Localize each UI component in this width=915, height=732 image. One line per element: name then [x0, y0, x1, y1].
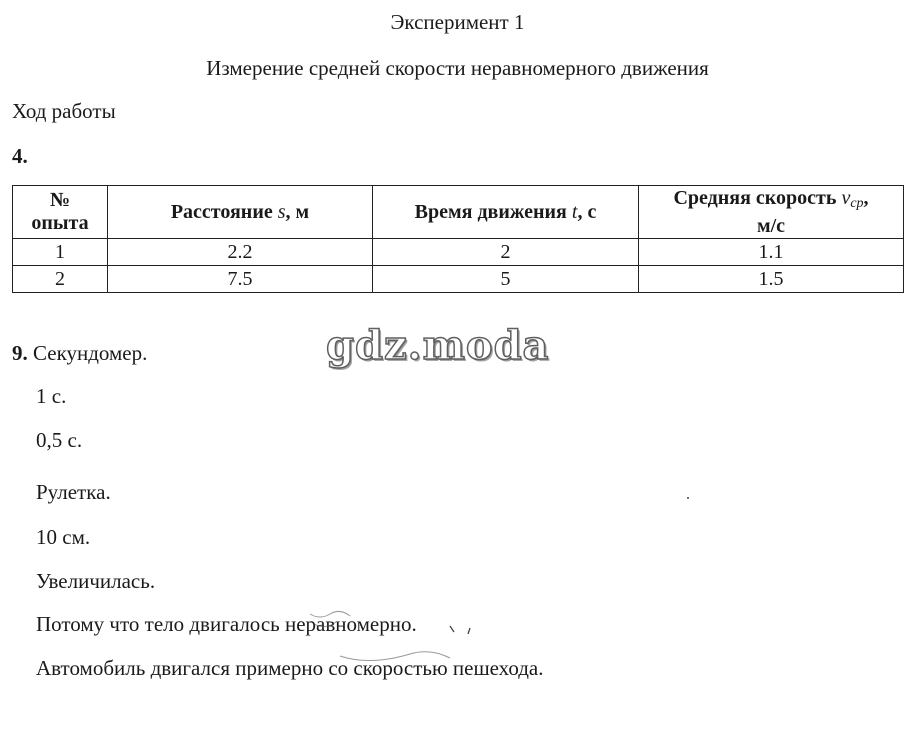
speck-mark [685, 495, 691, 501]
section-9-answer-1 [12, 341, 147, 366]
answer-line: Рулетка. [36, 480, 111, 504]
table-cell: 1.1 [639, 239, 904, 266]
table-cell: 2.2 [108, 239, 373, 266]
header-speed-subscript: ср [850, 195, 864, 211]
answer-line: 0,5 с. [36, 428, 83, 452]
answer-line: 10 см. [36, 525, 91, 549]
answer-text: Секундомер. [33, 341, 148, 365]
header-time-label: Время движения [414, 200, 572, 223]
table-cell: 2 [373, 239, 639, 266]
answer-line: 1 с. [36, 384, 67, 408]
header-time-var: t [571, 200, 578, 223]
section-9-label: 9. [12, 341, 28, 365]
header-distance-label: Расстояние [170, 200, 278, 223]
header-speed-comma: , [863, 186, 869, 209]
answer-line: Автомобиль двигался примерно со скоростью пешехода. [36, 656, 544, 680]
table-cell: 2 [13, 266, 108, 293]
table-cell: 1.5 [639, 266, 904, 293]
header-distance-unit: , м [285, 200, 310, 223]
header-average-speed [639, 186, 904, 239]
header-distance-var: s [277, 200, 286, 223]
table-row [13, 266, 904, 293]
answer-line: Потому что тело двигалось неравномерно. [36, 612, 417, 636]
header-speed-label: Средняя скорость [673, 186, 842, 209]
header-speed-var: v [841, 186, 851, 209]
header-time-unit: , с [577, 200, 597, 223]
page-subtitle: Измерение средней скорости неравномерного движения [206, 56, 709, 80]
header-time [373, 186, 639, 239]
results-table [12, 185, 904, 293]
work-heading: Ход работы [12, 99, 116, 123]
header-speed-unit: м/с [756, 214, 786, 237]
page-title: Эксперимент 1 [390, 10, 525, 34]
table-row [13, 239, 904, 266]
table-cell: 5 [373, 266, 639, 293]
header-experiment-word: опыта [31, 212, 89, 234]
watermark-logo: gdz.moda [326, 322, 550, 369]
section-4-label: 4. [12, 144, 28, 168]
header-number-sign: № [49, 189, 71, 211]
header-distance [108, 186, 373, 239]
table-cell: 7.5 [108, 266, 373, 293]
table-header-row [13, 186, 904, 239]
scribble-mark [300, 606, 480, 676]
answer-line: Увеличилась. [36, 569, 156, 593]
table-cell: 1 [13, 239, 108, 266]
header-experiment-number [13, 186, 108, 239]
